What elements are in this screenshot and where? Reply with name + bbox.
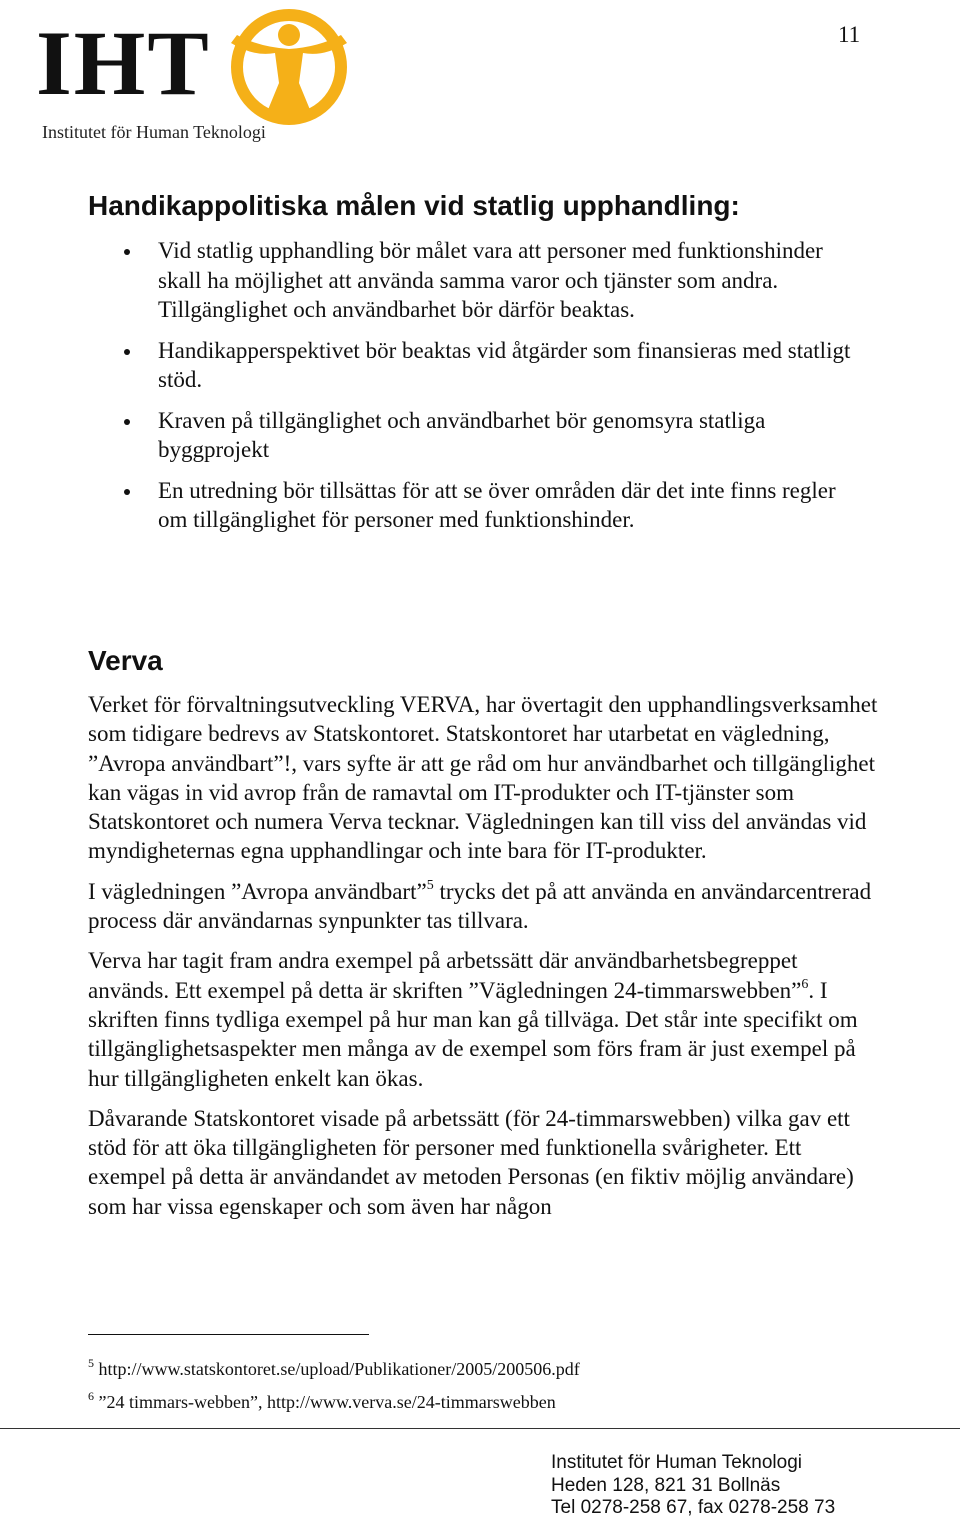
list-item <box>88 406 858 465</box>
list-item-text: En utredning bör tillsättas för att se över områden där det inte finns regler om tillgänglighet för personer med funktionshinder. <box>158 477 836 532</box>
bullet-icon <box>124 249 130 255</box>
footer-address <box>551 1452 835 1520</box>
footnote <box>88 1390 888 1414</box>
paragraph: Verket för förvaltningsutveckling VERVA, har övertagit den upphandlingsverksamhet som tidigare bedrevs av Statskontoret. Statskontoret har utarbetat en vägledning, ”Avropa användbart”!, vars syfte är att ge råd om hur användbarhet och tillgänglighet kan vägas in vid avrop från de ramavtal om IT-produkter och IT-tjänster som Statskontoret och numera Verva tecknar. Vägledningen kan till viss del användas vid myndigheternas egna upphandlingar och inte bara för IT-produkter. <box>88 692 878 864</box>
paragraph: Dåvarande Statskontoret visade på arbetssätt (för 24-timmarswebben) vilka gav ett stöd för att öka tillgängligheten för personer med funktionella svårigheter. Ett exempel på detta är användandet av metoden Personas (en fiktiv möjlig användare) som har vissa egenskaper och som även har någon <box>88 1105 854 1219</box>
verva-body <box>88 690 878 1232</box>
page-number: 11 <box>838 22 861 47</box>
list-item <box>88 336 858 395</box>
list-item <box>88 476 858 535</box>
footnote-link[interactable]: http://www.statskontoret.se/upload/Publikationer/2005/200506.pdf <box>98 1359 580 1379</box>
footnotes <box>88 1357 888 1423</box>
bullet-icon <box>124 489 130 495</box>
footnote-number: 5 <box>88 1356 94 1370</box>
iht-logo <box>36 5 336 145</box>
paragraph-text: . I skriften finns tydliga exempel på hur man kan gå tillväga. Det står inte specifikt om tillgänglighetsaspekter men många av de exempel som förs fram är just exempel på hur tillgängligheten enkelt kan ökas. <box>88 977 858 1091</box>
list-item-text: Vid statlig upphandling bör målet vara att personer med funktionshinder skall ha möjlighet att använda samma varor och tjänster som andra. Tillgänglighet och användbarhet bör därför beaktas. <box>158 238 823 322</box>
logo-caption: Institutet för Human Teknologi <box>42 122 266 142</box>
footer-street: Heden 128, 821 31 Bollnäs <box>551 1474 781 1496</box>
bullet-icon <box>124 419 130 425</box>
paragraph-text: trycks det på att använda en användarcentrerad process där användarnas synpunkter tas tillvara. <box>88 878 872 934</box>
footnote-divider <box>88 1334 369 1335</box>
bullet-icon <box>124 349 130 355</box>
footnote-ref[interactable]: 5 <box>426 877 434 893</box>
paragraph-text: Verva har tagit fram andra exempel på arbetssätt där användbarhetsbegreppet används. Ett exempel på detta är skriften ”Vägledningen 24-timmarswebben” <box>88 948 802 1003</box>
logo-letters: IHT <box>36 12 211 114</box>
list-item-text: Kraven på tillgänglighet och användbarhet bör genomsyra statliga byggprojekt <box>158 407 766 462</box>
logo-head <box>278 24 300 46</box>
paragraph-text: I vägledningen ”Avropa användbart” <box>88 878 427 904</box>
footnote-number: 6 <box>88 1389 94 1403</box>
list-item <box>88 236 858 325</box>
section-title-handikappolitiska: Handikappolitiska målen vid statlig upphandling: <box>88 190 740 221</box>
footer-phone: Tel 0278-258 67, fax 0278-258 73 <box>551 1497 836 1518</box>
paragraph <box>88 877 878 936</box>
paragraph <box>88 946 878 1092</box>
bullet-list <box>88 236 858 546</box>
footnote-ref[interactable]: 6 <box>801 976 809 992</box>
human-figure-icon <box>209 5 369 125</box>
footnote-link[interactable]: ”24 timmars-webben”, http://www.verva.se/24-timmarswebben <box>98 1392 556 1412</box>
footnote <box>88 1357 888 1381</box>
list-item-text: Handikapperspektivet bör beaktas vid åtgärder som finansieras med statligt stöd. <box>158 337 851 392</box>
footer-divider <box>0 1428 960 1429</box>
footer-org: Institutet för Human Teknologi <box>551 1452 803 1473</box>
section-title-verva: Verva <box>88 645 163 676</box>
